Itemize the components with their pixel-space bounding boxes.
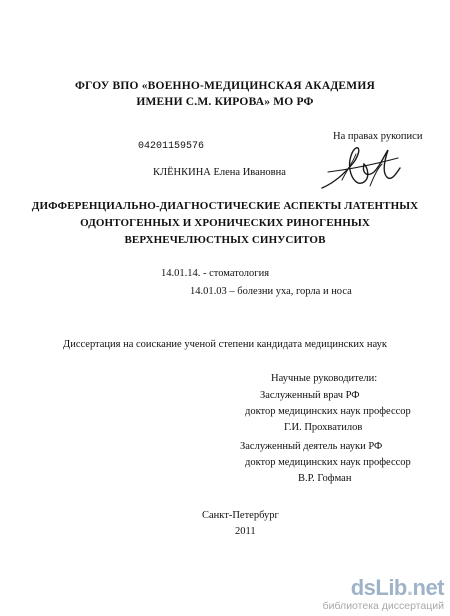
institution-line-1: ФГОУ ВПО «ВОЕННО-МЕДИЦИНСКАЯ АКАДЕМИЯ <box>74 80 376 92</box>
degree-statement: Диссертация на соискание ученой степени кандидата медицинских наук <box>63 339 387 350</box>
supervisor-1-name: Г.И. Прохватилов <box>284 422 363 433</box>
author-name: КЛЁНКИНА Елена Ивановна <box>153 167 286 178</box>
thesis-title-line-2: ОДОНТОГЕННЫХ И ХРОНИЧЕСКИХ РИНОГЕННЫХ <box>80 217 370 229</box>
thesis-title-line-1: ДИФФЕРЕНЦИАЛЬНО-ДИАГНОСТИЧЕСКИЕ АСПЕКТЫ ЛАТЕНТНЫХ <box>31 200 419 212</box>
year: 2011 <box>235 526 256 537</box>
supervisor-1-degree: доктор медицинских наук профессор <box>245 406 411 417</box>
supervisor-2-degree: доктор медицинских наук профессор <box>245 457 411 468</box>
watermark-logo-main: dsLib <box>350 575 407 600</box>
specialty-2: 14.01.03 – болезни уха, горла и носа <box>190 286 352 297</box>
dslib-watermark[interactable] <box>323 577 444 612</box>
supervisors-heading: Научные руководители: <box>271 373 378 384</box>
handwritten-signature <box>318 142 404 198</box>
thesis-title-line-3: ВЕРХНЕЧЕЛЮСТНЫХ СИНУСИТОВ <box>124 234 326 246</box>
supervisor-2-name: В.Р. Гофман <box>298 473 352 484</box>
specialty-1: 14.01.14. - стоматология <box>161 268 270 279</box>
city: Санкт-Петербург <box>202 510 279 521</box>
watermark-logo-dot: . <box>406 575 413 600</box>
watermark-subtitle: библиотека диссертаций <box>322 600 444 612</box>
watermark-logo-tld: net <box>412 575 444 600</box>
supervisor-1-title: Заслуженный врач РФ <box>260 390 360 401</box>
supervisor-2-title: Заслуженный деятель науки РФ <box>240 441 383 452</box>
registration-number: 04201159576 <box>138 141 205 152</box>
rights-note: На правах рукописи <box>333 131 423 142</box>
institution-line-2: ИМЕНИ С.М. КИРОВА» МО РФ <box>136 96 314 108</box>
watermark-logo <box>323 577 444 599</box>
